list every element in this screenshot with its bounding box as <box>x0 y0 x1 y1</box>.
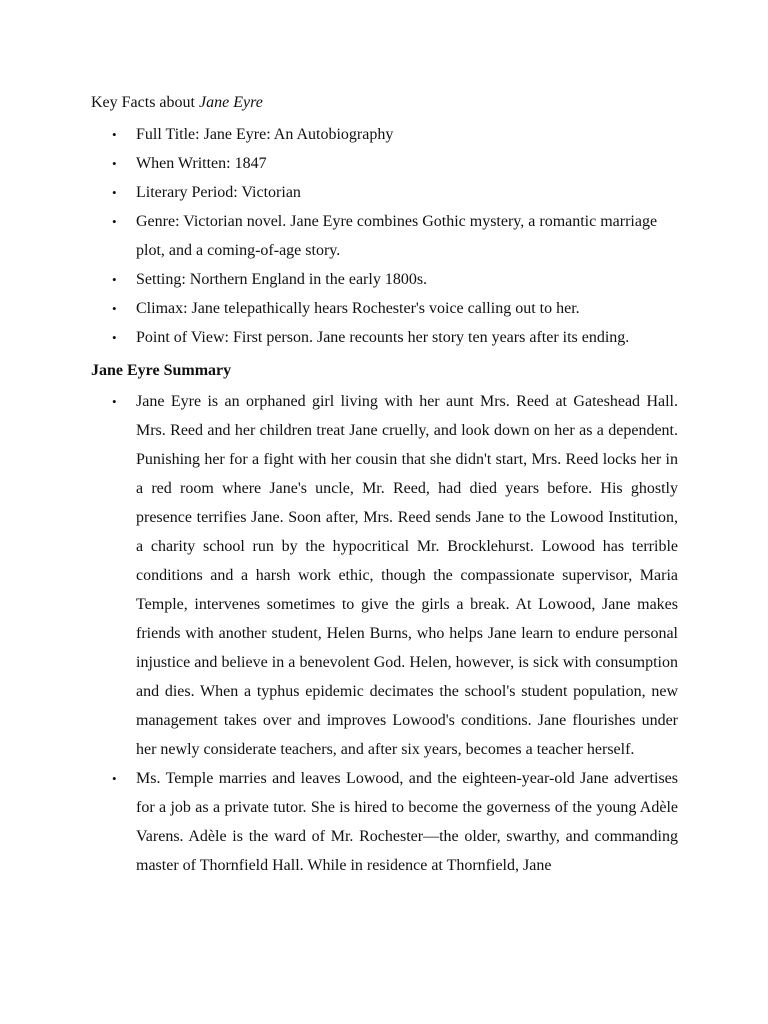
key-fact-item: • Full Title: Jane Eyre: An Autobiography <box>91 120 678 149</box>
key-facts-heading <box>91 90 678 116</box>
summary-list <box>91 387 678 880</box>
key-fact-item: • Literary Period: Victorian <box>91 178 678 207</box>
summary-paragraph: • Ms. Temple marries and leaves Lowood, and the eighteen-year-old Jane advertises for a job as a private tutor. She is hired to become the governess of the young Adèle Varens. Adèle is the ward of Mr. Rochester—the older, swarthy, and commanding master of Thornfield Hall. While in residence at Thornfield, Jane <box>91 764 678 880</box>
key-fact-item: • Climax: Jane telepathically hears Rochester's voice calling out to her. <box>91 294 678 323</box>
key-facts-heading-prefix: Key Facts about <box>91 94 199 111</box>
key-fact-item: • Genre: Victorian novel. Jane Eyre combines Gothic mystery, a romantic marriage plot, and a coming-of-age story. <box>91 207 678 265</box>
key-facts-heading-title: Jane Eyre <box>198 94 263 111</box>
document-page <box>91 90 678 880</box>
summary-heading: Jane Eyre Summary <box>91 362 232 379</box>
summary-paragraph: • Jane Eyre is an orphaned girl living with her aunt Mrs. Reed at Gateshead Hall. Mrs. Reed and her children treat Jane cruelly, and look down on her as a dependent. Punishing her for a fight with her cousin that she didn't start, Mrs. Reed locks her in a red room where Jane's uncle, Mr. Reed, had died years before. His ghostly presence terrifies Jane. Soon after, Mrs. Reed sends Jane to the Lowood Institution, a charity school run by the hypocritical Mr. Brocklehurst. Lowood has terrible conditions and a harsh work ethic, though the compassionate supervisor, Maria Temple, intervenes sometimes to give the girls a break. At Lowood, Jane makes friends with another student, Helen Burns, who helps Jane learn to endure personal injustice and believe in a benevolent God. Helen, however, is sick with consumption and dies. When a typhus epidemic decimates the school's student population, new management takes over and improves Lowood's conditions. Jane flourishes under her newly considerate teachers, and after six years, becomes a teacher herself. <box>91 387 678 764</box>
key-fact-item: • When Written: 1847 <box>91 149 678 178</box>
key-facts-list <box>91 120 678 352</box>
key-fact-item: • Point of View: First person. Jane recounts her story ten years after its ending. <box>91 323 678 352</box>
key-fact-item: • Setting: Northern England in the early 1800s. <box>91 265 678 294</box>
